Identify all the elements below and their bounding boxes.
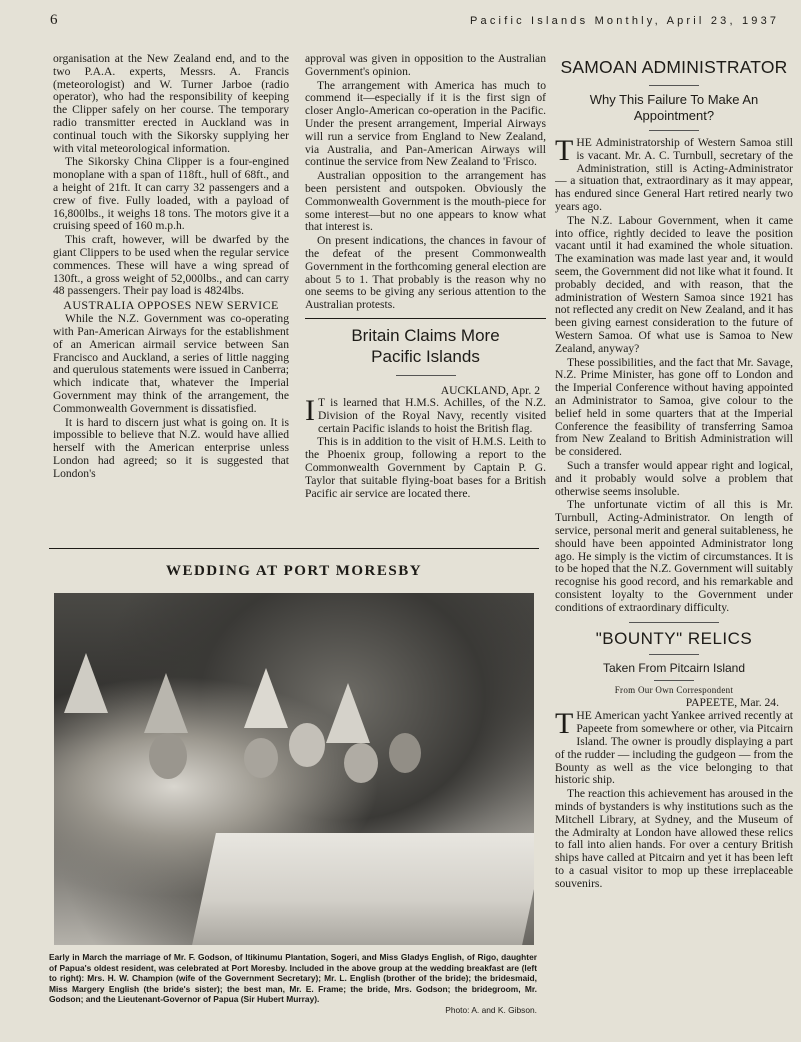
- divider: [654, 680, 694, 681]
- guest-face: [244, 738, 278, 778]
- col1-paragraph: While the N.Z. Government was co-operating with Pan-American Airways for the establishment of an American airmail service between San Francisco and Auckland, a series of little nagging and querulous statements were issued in Canberra; which indicate that, whatever the Imperial Government may think of the arrangement, the Commonwealth Government is dissatisfied.: [53, 312, 289, 415]
- paper-hat: [326, 683, 370, 743]
- col2-paragraph: approval was given in opposition to the Australian Government's opinion.: [305, 53, 546, 78]
- divider: [396, 375, 456, 376]
- col2-paragraph: The arrangement with America has much to commend it—especially if it is the first sign of closer Anglo-American co-operation in the Pacific. Under the present arrangement, Imperial Airways will run a service from England to New Zealand, via Australia, and Pan-American Airways will continue the service from New Zealand to 'Frisco.: [305, 78, 546, 169]
- col2-paragraph: Australian opposition to the arrangement has been persistent and outspoken. Obviously the Commonwealth Government is the mouth-piece for some interest—but no one appears to know what that interest is.: [305, 169, 546, 234]
- wedding-headline: WEDDING AT PORT MORESBY: [165, 563, 423, 579]
- caption-text: Early in March the marriage of Mr. F. Godson, of Itikinumu Plantation, Sogeri, and Miss Gladys English, of Rigo, daughter of Papua's oldest resident, was celebrated at Port Moresby. Included in the above group at the wedding breakfast are (left to right): Mrs. H. W. Champion (wife of the Government Secretary); Mr. L. English (brother of the bride); the bridesmaid, Miss Margery English (the bride's sister); the best man, Mr. E. Frame; the bride, Mrs. Godson; the bridegroom, Mr. Godson; and the Lieutenant-Governor of Papua (Sir Hubert Murray).: [49, 952, 537, 1005]
- bounty-lead-paragraph: THE American yacht Yankee arrived recently at Papeete from somewhere or other, via Pitcairn Island. The owner is proudly displaying a part of the rudder — including the gudgeon — from the Bounty as well as the vice belonging to that historic ship.: [555, 707, 793, 787]
- banquet-table: [192, 833, 534, 945]
- divider: [629, 622, 719, 623]
- col3-paragraph: Such a transfer would appear right and logical, and it probably would solve a problem that otherwise seems insoluble.: [555, 458, 793, 498]
- drop-cap: T: [555, 134, 574, 167]
- divider: [649, 654, 699, 655]
- paper-hat: [244, 668, 288, 728]
- bounty-dateline: PAPEETE, Mar. 24.: [685, 696, 779, 710]
- column-3: [555, 53, 793, 1025]
- drop-cap: T: [555, 707, 574, 741]
- bounty-subheadline: Taken From Pitcairn Island: [602, 661, 746, 676]
- wedding-caption: [49, 952, 537, 1016]
- col3-paragraph: The reaction this achievement has aroused in the minds of bystanders is why institutions such as the Mitchell Library, at Sydney, and the Museum of the Admiralty at London have allowed these relics to fall into alien hands. For over a century British ships have called at Pitcairn and yet it has been left to a casual visitor to mop up these irreplaceable souvenirs.: [555, 787, 793, 890]
- samoa-subheadline: Why This Failure To Make An Appointment?: [589, 92, 759, 123]
- col1-paragraph: It is hard to discern just what is going on. It is impossible to believe that N.Z. would have allied herself with the American enterprise unless London had agreed; so it is suggested that London's: [53, 415, 289, 480]
- col3-paragraph: The unfortunate victim of all this is Mr. Turnbull, Acting-Administrator. On length of service, personal merit and general suitableness, he should have been appointed Administrator long ago. He simply is the victim of circumstances. It is to be hoped that the N.Z. Government will suitably recognise his good record, and his remarkable and consistent loyalty to the Government under conditions of extraordinary difficulty.: [555, 498, 793, 614]
- guest-face: [389, 733, 421, 773]
- samoa-headline: SAMOAN ADMINISTRATOR: [560, 57, 788, 77]
- britain-headline: Britain Claims More Pacific Islands: [351, 325, 500, 366]
- divider: [649, 130, 699, 131]
- col2-paragraph: On present indications, the chances in favour of the defeat of the present Commonwealth Government in the forthcoming general election are about 5 to 1. That probably is the reason why no one seems to be giving any serious attention to the Australian protests.: [305, 234, 546, 312]
- col1-paragraph: The Sikorsky China Clipper is a four-engined monoplane with a span of 118ft., hull of 68ft., and a height of 21ft. It can carry 32 passengers and a crew of five. Fully loaded, with a payload of 16,800lbs., it weighs 18 tons. The motors give it a cruising speed of 160 m.p.h.: [53, 155, 289, 233]
- divider: [649, 85, 699, 86]
- col3-paragraph: The N.Z. Labour Government, when it came into office, rightly decided to leave the position vacant until it had examined the whole situation. The examination was made last year and, it would seem, the Government did not like what it found. It probably decided, and with reason, that the administration of Western Samoa since 1921 has not reflected any credit on New Zealand, and it has been giving earnest consideration to the future of Western Samoa. Of what use is Samoa to New Zealand, anyway?: [555, 213, 793, 355]
- col2-paragraph: This is in addition to the visit of H.M.S. Leith to the Phoenix group, following a report to the Commonwealth Government by Captain P. G. Taylor that suitable flying-boat bases for a British Pacific air service are located there.: [305, 435, 546, 500]
- paper-hat: [64, 653, 108, 713]
- running-head: Pacific Islands Monthly, April 23, 1937: [470, 15, 780, 27]
- wedding-top-rule: [49, 548, 539, 549]
- divider: [305, 318, 546, 319]
- column-2: [305, 53, 546, 541]
- photo-credit: Photo: A. and K. Gibson.: [445, 1004, 537, 1015]
- guest-face: [149, 733, 187, 779]
- col3-paragraph: These possibilities, and the fact that Mr. Savage, N.Z. Prime Minister, has gone off to London and the Imperial Conference without having appointed an Administrator to Samoa, give colour to the belief held in some quarters that at the Imperial Conference the feasibility of transferring Samoa from New Zealand to British Administration will be considered.: [555, 355, 793, 459]
- column-1: [53, 53, 289, 541]
- paper-hat: [144, 673, 188, 733]
- guest-face: [344, 743, 378, 783]
- wedding-photo: [54, 593, 534, 945]
- bounty-byline: From Our Own Correspondent: [614, 685, 734, 696]
- guest-face: [289, 723, 325, 767]
- bounty-headline: "BOUNTY" RELICS: [595, 629, 753, 649]
- drop-cap: I: [305, 393, 315, 427]
- col1-subhead: AUSTRALIA OPPOSES NEW SERVICE: [63, 298, 279, 313]
- page-number: 6: [50, 12, 58, 28]
- col1-paragraph: This craft, however, will be dwarfed by the giant Clippers to be used when the regular service commences. These will have a wing spread of 130ft., a gross weight of 52,000lbs., and can carry 48 passengers. Their pay load is 4824lbs.: [53, 233, 289, 298]
- samoa-lead-paragraph: THE Administratorship of Western Samoa still is vacant. Mr. A. C. Turnbull, secretary of the Administration, still is Acting-Administrator — a situation that, extraordinary as it may appear, has endured since General Hart retired nearly two years ago.: [555, 134, 793, 213]
- col1-paragraph: organisation at the New Zealand end, and to the two P.A.A. experts, Messrs. A. Francis (meteorologist) and W. Turner Jarboe (radio operator), who had the responsibility of keeping the Clipper safely on her course. The temporary radio transmitter erected in Auckland was in continual touch with the Sikorsky supplying her with vital meteorological information.: [53, 53, 289, 155]
- britain-lead-paragraph: I T is learned that H.M.S. Achilles, of the N.Z. Division of the Royal Navy, recently visited certain Pacific islands to hoist the British flag.: [305, 393, 546, 435]
- britain-dateline: AUCKLAND, Apr. 2: [440, 383, 540, 397]
